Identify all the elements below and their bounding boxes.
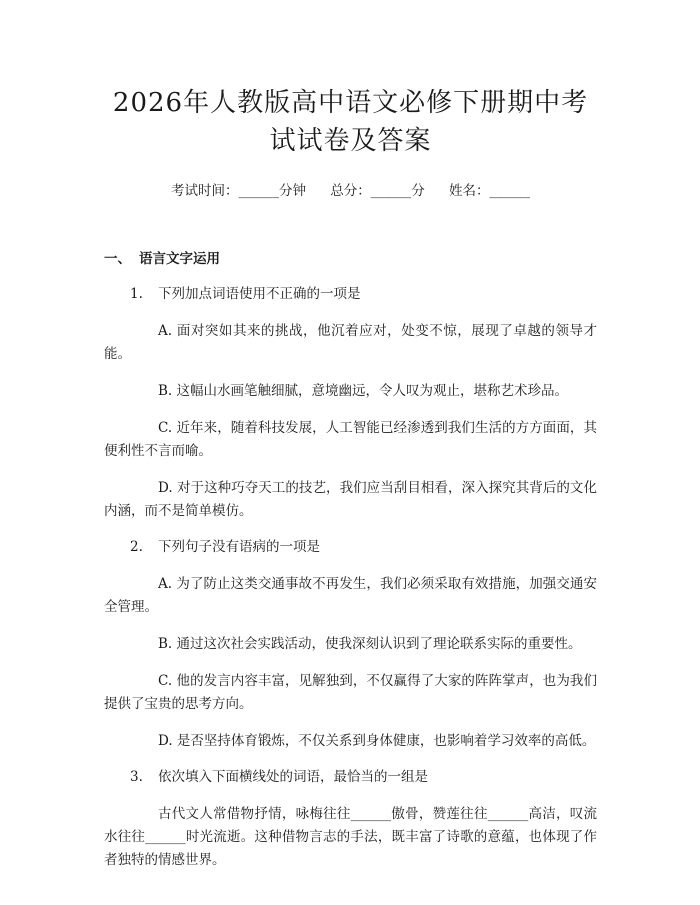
question-text: 下列句子没有语病的一项是	[158, 539, 320, 555]
section-title: 语言文字运用	[139, 251, 220, 267]
exam-time: 考试时间：______分钟	[170, 183, 306, 199]
question-stem	[104, 283, 597, 306]
option-c: C. 他的发言内容丰富，见解独到，不仅赢得了大家的阵阵掌声，也为我们提供了宝贵的思考方向。	[104, 673, 597, 712]
option-a: A. 为了防止这类交通事故不再发生，我们必须采取有效措施，加强交通安全管理。	[104, 576, 597, 615]
option-d: D. 对于这种巧夺天工的技艺，我们应当刮目相看，深入探究其背后的文化内涵，而不是简单模仿。	[104, 480, 597, 519]
question-text: 下列加点词语使用不正确的一项是	[158, 286, 361, 302]
exam-meta	[104, 180, 597, 202]
option-c: C. 近年来，随着科技发展，人工智能已经渗透到我们生活的方方面面，其便利性不言而喻。	[104, 420, 597, 459]
option-b: B. 这幅山水画笔触细腻，意境幽远，令人叹为观止，堪称艺术珍品。	[158, 383, 569, 399]
option-b: B. 通过这次社会实践活动，使我深刻认识到了理论联系实际的重要性。	[158, 636, 582, 652]
page-title: 2026年人教版高中语文必修下册期中考试试卷及答案	[112, 88, 589, 156]
question-stem	[104, 536, 597, 559]
question-passage: 古代文人常借物抒情，咏梅往往______傲骨，赞莲往往______高洁，叹流水往往______时光流逝。这种借物言志的手法，既丰富了诗歌的意蕴，也体现了作者独特的情感世界。	[104, 806, 597, 868]
question-stem	[104, 766, 597, 789]
total-score: 总分：______分	[330, 183, 425, 199]
student-name: 姓名：______	[449, 183, 531, 199]
option-d: D. 是否坚持体育锻炼，不仅关系到身体健康，也影响着学习效率的高低。	[158, 733, 596, 749]
section-number: 一、	[104, 251, 131, 267]
question-text: 依次填入下面横线处的词语，最恰当的一组是	[158, 769, 428, 785]
question-number: 3.	[130, 769, 143, 785]
question-number: 2.	[130, 539, 143, 555]
question-number: 1.	[130, 286, 143, 302]
section-heading	[104, 248, 597, 270]
option-a: A. 面对突如其来的挑战，他沉着应对，处变不惊，展现了卓越的领导才能。	[104, 323, 597, 362]
